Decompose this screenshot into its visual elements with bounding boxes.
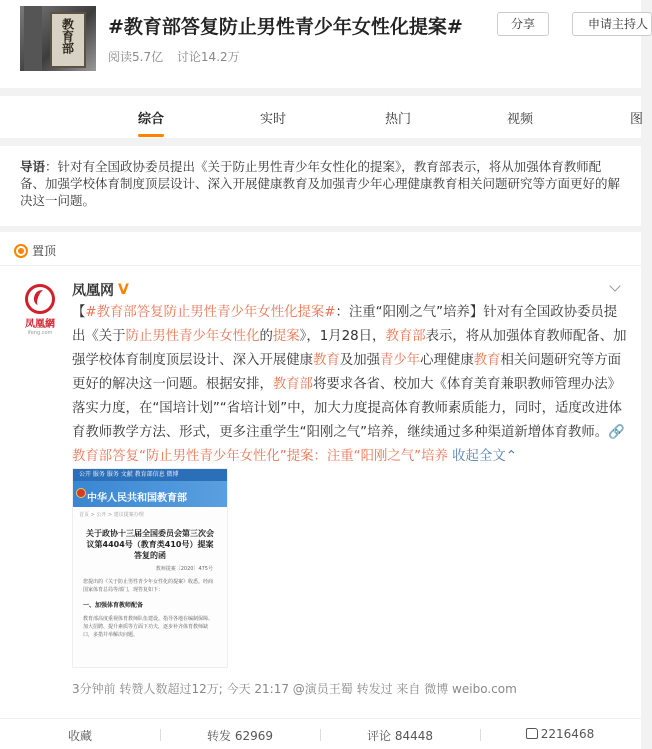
image-doc-number: 教师提案〔2020〕475号 [155,566,213,572]
active-tab-indicator [138,134,164,137]
verified-icon: V [118,282,129,298]
guide-text: ：针对有全国政协委员提出《关于防止男性青少年女性化的提案》，教育部表示，将从加强体育教师配备、加强学校体育制度顶层设计、深入开展健康教育及加强青少年心理健康教育相关问题研究等方面更好的解决这一问题。 [20,159,621,208]
post-hashtag-link[interactable]: 教育部 [385,329,426,344]
post-text-segment: 的 [259,329,273,344]
topic-title: #教育部答复防止男性青少年女性化提案# [108,16,463,38]
post-hashtag-link[interactable]: 提案 [272,329,300,344]
topic-guide [0,146,641,226]
post-text [72,301,628,469]
cover-pillar [24,6,42,71]
post-text-segment: 【 [72,305,86,320]
image-doc-body-2: 教育部高度重视体育教师队伍建设。指导各地在编制保障、加大招聘、提升素质等方面下功夫，逐步补齐体育教师缺口，多措并举解决问题。 [83,616,214,638]
image-doc-title: 关于政协十三届全国委员会第三次会议第4404号（教育类410号）提案答复的函 [86,529,214,560]
avatar-brand-domain: ifeng.com [27,330,53,336]
topic-cover-image [20,6,96,71]
post-hashtag-link[interactable]: 青少年 [379,353,421,368]
guide-label: 导语 [20,159,46,174]
pinned-label: 置顶 [32,244,57,258]
post-hashtag-link[interactable]: 🔗教育部答复“防止男性青少年女性化”提案：注重“阳刚之气”培养 [72,425,625,464]
comment-button[interactable]: 评论 84448 [367,729,433,743]
author-name[interactable]: 凤凰网 [72,283,114,299]
repost-button[interactable]: 转发 62969 [207,729,273,743]
topic-header [0,0,648,88]
image-doc-section: 一、加强体育教师配备 [83,602,144,609]
tab-images[interactable]: 图 [630,112,644,127]
post-hashtag-link[interactable]: 教育 [473,353,501,368]
like-count: 2216468 [540,727,595,741]
thumbs-up-icon [526,728,538,739]
image-banner [73,481,227,507]
cover-sign [50,12,86,68]
avatar[interactable] [20,284,60,336]
avatar-brand-name: 凤凰網 [25,319,55,330]
post-text-segment: 相关问题研究等方面更好的解决这一问题。根据安排， [72,353,622,392]
chevron-down-icon[interactable] [609,282,621,294]
pin-icon [14,244,28,258]
post-hashtag-link[interactable]: 教育部 [272,377,314,392]
apply-host-button[interactable]: 申请主持人 [572,12,652,36]
image-doc-body: 您提出的《关于防止男性青少年女性化的提案》收悉。经商国家体育总局等部门，现答复如下： [83,579,214,593]
image-breadcrumb: 首页 > 公开 > 建议提案办理 [79,512,144,518]
post-text-segment: 及加强 [339,353,380,368]
tab-video[interactable]: 视频 [507,112,534,127]
post-author[interactable] [72,280,132,300]
post-text-segment: 心理健康 [420,353,474,368]
divider [0,265,641,266]
pinned-marker [14,242,56,259]
image-banner-text: 中华人民共和国教育部 [87,493,187,504]
post-text-segment: 》，1月28日， [299,329,386,344]
post-text-segment: 表示，将从加强体育教师配备、加强学校体育制度顶层设计、深入开展健康 [72,329,627,368]
tab-hot[interactable]: 热门 [385,112,412,127]
tab-bar [0,96,644,138]
national-emblem-icon [76,488,86,498]
phoenix-logo-icon [25,284,55,314]
discussion-count: 讨论14.2万 [176,50,240,64]
like-button[interactable] [480,727,640,741]
action-bar [0,718,641,749]
collect-button[interactable]: 收藏 [67,729,92,743]
post-hashtag-link[interactable]: #教育部答复防止男性青少年女性化提案# [85,305,336,320]
collapse-text-link[interactable]: 收起全文 [447,449,506,464]
collapse-text-link[interactable]: ⌃ [505,449,517,464]
post-meta: 3分钟前 转赞人数超过12万; 今天 21:17 @演员王蜀 转发过 来自 微博 weibo.com [72,682,517,696]
feed-card [0,232,641,749]
image-nav-bar: 公开 服务 服务 文献 教育部信息 微博 [73,469,227,481]
topic-stats [108,48,250,65]
post-hashtag-link[interactable]: 防止男性青少年女性化 [125,329,260,344]
tab-comprehensive[interactable]: 综合 [138,112,165,127]
read-count: 阅读5.7亿 [108,50,164,64]
post-hashtag-link[interactable]: 教育 [313,353,340,368]
post-text-segment: ：注重“阳刚之气”培养】针对有全国政协委员提出《关于 [72,305,618,344]
cover-sign-text: 教育部 [60,18,75,54]
share-button[interactable]: 分享 [497,12,549,36]
post-image[interactable] [72,468,228,668]
tab-realtime[interactable]: 实时 [260,112,287,127]
post-text-segment: 将要求各省、校加大《体育美育兼职教师管理办法》落实力度，在“国培计划”“省培计划”中，加大力度提高体育教师素质能力，同时，适度改进体育教师教学方法、形式，更多注重学生“阳刚之气”培养，继续通过多种渠道新增体育教师。 [72,377,622,440]
